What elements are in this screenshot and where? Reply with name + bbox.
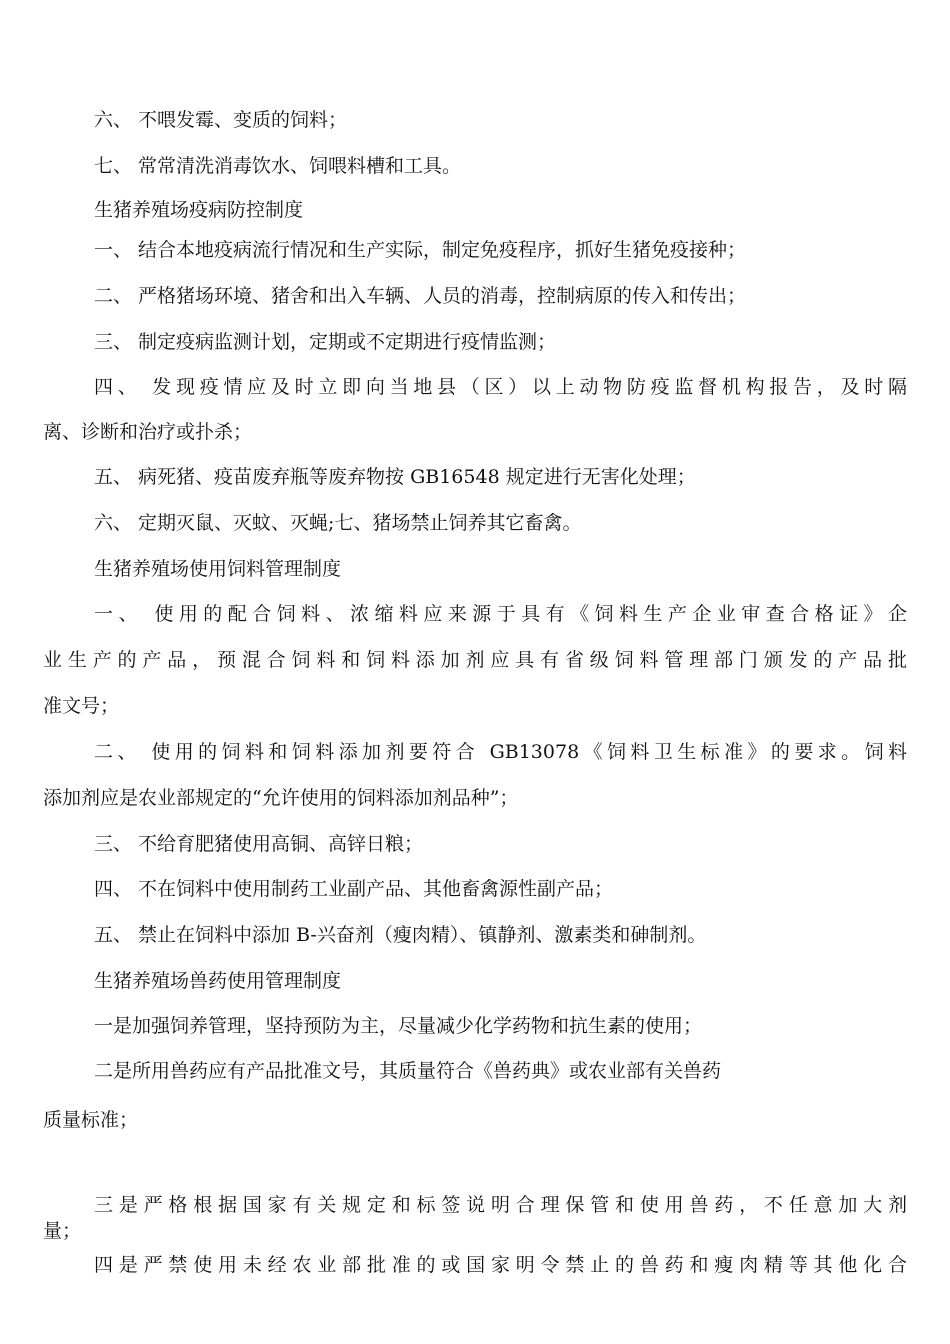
text-line: 三、 不给育肥猪使用高铜、高锌日粮；	[94, 833, 424, 855]
text-line: 量；	[43, 1220, 82, 1242]
text-line: 五、 禁止在饲料中添加 B-兴奋剂（瘦肉精）、镇静剂、激素类和砷制剂。	[94, 924, 707, 946]
text-line: 二、 严格猪场环境、猪舍和出入车辆、人员的消毒，控制病原的传入和传出；	[94, 285, 747, 307]
text-line: 添加剂应是农业部规定的“允许使用的饲料添加剂品种”；	[43, 787, 519, 809]
text-line: 七、 常常清洗消毒饮水、饲喂料槽和工具。	[94, 155, 462, 177]
section-heading: 生猪养殖场疫病防控制度	[94, 199, 304, 221]
text-line: 一是加强饲养管理，坚持预防为主，尽量减少化学药物和抗生素的使用；	[94, 1015, 703, 1037]
text-line: 六、 不喂发霉、变质的饲料；	[94, 109, 348, 131]
text-line: 质量标准；	[43, 1109, 139, 1131]
text-line: 离、诊断和治疗或扑杀；	[43, 421, 253, 443]
section-heading: 生猪养殖场兽药使用管理制度	[94, 970, 342, 992]
text-line: 二、 使用的饲料和饲料添加剂要符合 GB13078《饲料卫生标准》的要求。饲料	[94, 741, 907, 763]
text-line: 二是所用兽药应有产品批准文号，其质量符合《兽药典》或农业部有关兽药	[94, 1060, 722, 1082]
text-line: 三、 制定疫病监测计划，定期或不定期进行疫情监测；	[94, 331, 557, 353]
text-line: 三是严格根据国家有关规定和标签说明合理保管和使用兽药，不任意加大剂	[94, 1194, 907, 1216]
text-line: 一、 使用的配合饲料、浓缩料应来源于具有《饲料生产企业审查合格证》企	[94, 603, 907, 625]
text-line: 业生产的产品，预混合饲料和饲料添加剂应具有省级饲料管理部门颁发的产品批	[43, 649, 907, 671]
text-line: 一、 结合本地疫病流行情况和生产实际，制定免疫程序，抓好生猪免疫接种；	[94, 239, 747, 261]
text-line: 四、 不在饲料中使用制药工业副产品、其他畜禽源性副产品；	[94, 878, 614, 900]
text-line: 四、 发现疫情应及时立即向当地县（区）以上动物防疫监督机构报告，及时隔	[94, 376, 907, 398]
text-line: 五、 病死猪、疫苗废弃瓶等废弃物按 GB16548 规定进行无害化处理；	[94, 466, 696, 488]
section-heading: 生猪养殖场使用饲料管理制度	[94, 558, 342, 580]
text-line: 准文号；	[43, 695, 120, 717]
text-line: 四是严禁使用未经农业部批准的或国家明令禁止的兽药和瘦肉精等其他化合	[94, 1254, 907, 1276]
text-line: 六、 定期灭鼠、灭蚊、灭蝇;七、猪场禁止饲养其它畜禽。	[94, 512, 582, 534]
